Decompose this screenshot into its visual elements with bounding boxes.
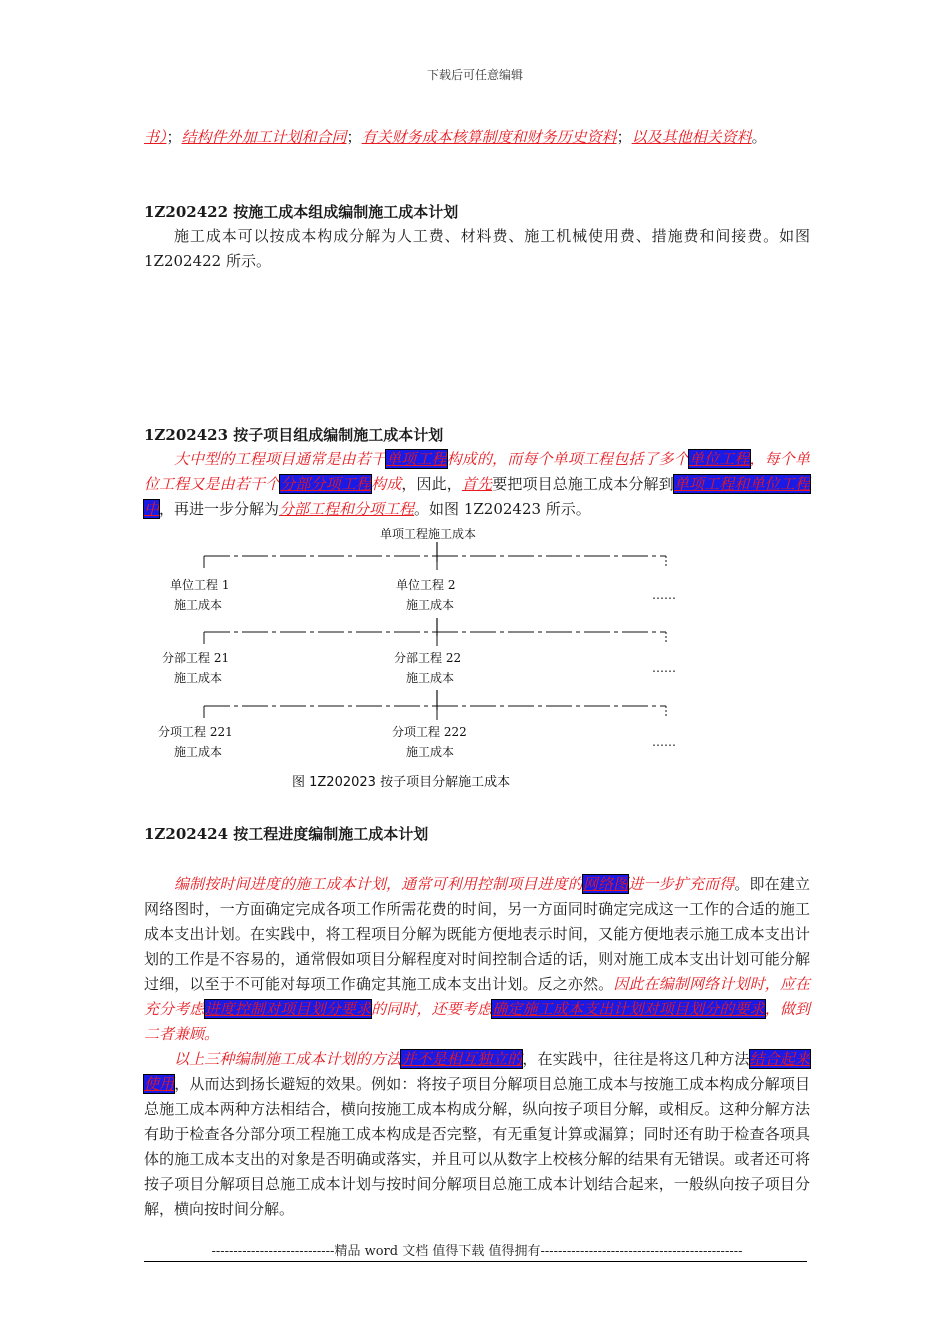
section-body — [144, 447, 810, 522]
highlight: 单项工程和单位工程中 — [144, 475, 810, 518]
node-label: 分项工程 222 — [392, 725, 467, 739]
highlight: 结合起来使用 — [144, 1050, 810, 1093]
highlight: 分部分项工程 — [280, 475, 372, 493]
section-body — [144, 1047, 810, 1222]
figure-top-label: 单项工程施工成本 — [380, 527, 477, 541]
node-label: 施工成本 — [174, 671, 223, 685]
text-fragment: 的同时，还要考虑 — [371, 1000, 493, 1018]
text-fragment: ； — [346, 128, 362, 146]
node-label: 单位工程 2 — [396, 578, 456, 592]
text-fragment: 进一步扩充而得 — [628, 875, 735, 893]
text-fragment: 结构件外加工计划和合同 — [181, 128, 347, 146]
page-footer: ----------------------------精品 word 文档 值得下载 值得拥有---------------------------------------------- — [211, 1244, 743, 1259]
text-fragment: 书） — [144, 128, 167, 146]
text-fragment: ，从而达到扬长避短的效果。例如：将按子项目分解项目总施工成本与按施工成本构成分解项目总施工成本两种方法相结合，横向按施工成本构成分解，纵向按子项目分解，或相反。这种分解方法有助于检查各分部分项工程施工成本构成是否完整，有无重复计算或漏算；同时还有助于检查各项具体的施工成本支出的对象是否明确或落实，并且可以从数字上校核分解的结果有无错误。或者还可将按子项目分解项目总施工成本计划与按时间分解项目总施工成本计划结合起来，一般纵向按子项目分解，横向按时间分解。 — [144, 1075, 810, 1218]
text-fragment: 有关财务成本核算制度和财务历史资料 — [361, 128, 617, 146]
section-schedule — [144, 822, 810, 1222]
text-fragment: 因此在编制网络计划时，应在充分考虑 — [144, 975, 810, 1018]
text-fragment: 构成 — [371, 475, 402, 493]
highlight: 单项工程 — [386, 450, 447, 468]
text-fragment: 构成的，而每个单项工程包括了多个 — [446, 450, 689, 468]
section-heading: 1Z202424 按工程进度编制施工成本计划 — [144, 825, 429, 843]
text-fragment: 以及其他相关 — [631, 128, 722, 146]
node-label: 施工成本 — [406, 671, 455, 685]
node-label: 施工成本 — [174, 598, 223, 612]
ellipsis: …… — [652, 661, 676, 675]
section-body: 施工成本可以按成本构成分解为人工费、材料费、施工机械使用费、措施费和间接费。如图 1Z202422 所示。 — [144, 227, 810, 270]
ellipsis: …… — [652, 735, 676, 749]
section-body — [144, 872, 810, 1047]
text-fragment: ； — [166, 128, 182, 146]
text-fragment: ； — [616, 128, 632, 146]
subproject-cost-figure — [144, 524, 690, 796]
figure-diagram — [144, 524, 690, 796]
text-fragment: 分部工程和分项工程 — [279, 500, 415, 518]
highlight: 并不是相互独立的 — [401, 1050, 523, 1068]
node-label: 施工成本 — [174, 745, 223, 759]
text-fragment: 首先 — [461, 475, 493, 493]
node-label: 单位工程 1 — [170, 578, 230, 592]
node-label: 分部工程 21 — [162, 651, 230, 665]
text-fragment: ，每个单位工程又是由若干个 — [144, 450, 810, 493]
highlight: 网络图 — [582, 875, 629, 893]
section-subproject — [144, 423, 810, 522]
text-fragment: ，在实践中，往往是将这几种方法 — [522, 1050, 750, 1068]
text-fragment: 。如图 1Z202423 所示。 — [414, 500, 591, 518]
footer-rule — [144, 1261, 807, 1262]
text-fragment: 以上三种编制施工成本计划的方法 — [174, 1050, 402, 1068]
highlight: 进度控制对项目划分要求 — [204, 1000, 372, 1018]
node-label: 施工成本 — [406, 745, 455, 759]
text-fragment: 资料 — [721, 128, 752, 146]
text-fragment: 。即在建立网络图时，一方面确定完成各项工作所需花费的时间，另一方面同时确定完成这一工作的合适的施工成本支出计划。在实践中，将工程项目分解为既能方便地表示时间，又能方便地表示施工成本支出计划的工作是不容易的，通常假如项目分解程度对时间控制合适的话，则对施工成本支出计划可能分解过细，以至于不可能对每项工作确定其施工成本支出计划。反之亦然。 — [144, 875, 810, 993]
text-fragment: ，因此， — [401, 475, 462, 493]
text-fragment: ，做到二者兼顾。 — [144, 1000, 810, 1043]
node-label: 施工成本 — [406, 598, 455, 612]
text-fragment: 编制按时间进度的施工成本计划，通常可利用控制项目进度的 — [174, 875, 583, 893]
page-header: 下载后可任意编辑 — [426, 68, 523, 82]
ellipsis: …… — [652, 588, 676, 602]
node-label: 分项工程 221 — [158, 725, 233, 739]
section-cost-composition — [144, 200, 810, 274]
text-fragment: 要把项目总施工成本分解到 — [492, 475, 674, 493]
text-fragment: 。 — [751, 128, 767, 146]
section-heading: 1Z202422 按施工成本组成编制施工成本计划 — [144, 203, 459, 221]
node-label: 分部工程 22 — [394, 651, 462, 665]
figure-caption: 图 1Z202023 按子项目分解施工成本 — [292, 775, 511, 790]
continuation-paragraph — [144, 124, 810, 151]
highlight: 单位工程 — [688, 450, 750, 468]
text-fragment: ，再进一步分解为 — [159, 500, 280, 518]
text-fragment: 大中型的工程项目通常是由若干 — [174, 450, 387, 468]
highlight: 确定施工成本支出计划对项目划分的要求 — [492, 1000, 765, 1018]
section-heading: 1Z202423 按子项目组成编制施工成本计划 — [144, 426, 444, 444]
